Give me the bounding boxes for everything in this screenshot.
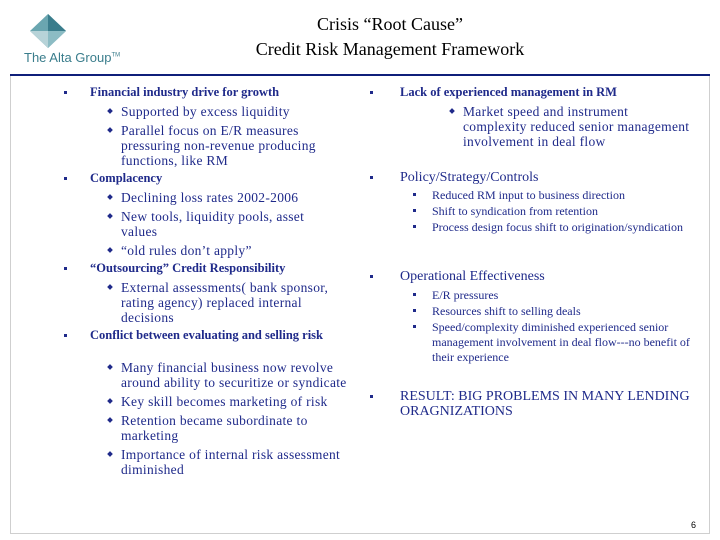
right-item-3 — [400, 269, 690, 284]
right-item-2-heading: Policy/Strategy/Controls — [400, 170, 539, 185]
list-item: “old rules don’t apply” — [121, 243, 343, 258]
list-item: New tools, liquidity pools, asset values — [121, 209, 343, 239]
left-item-3 — [90, 262, 350, 275]
bullet-marker — [370, 176, 373, 179]
logo-text: The Alta Group™ — [24, 50, 121, 65]
list-item: Parallel focus on E/R measures pressuring non-revenue producing functions, like RM — [121, 123, 343, 168]
list-item: External assessments( bank sponsor, rating agency) replaced internal decisions — [121, 280, 343, 325]
bullet-marker — [64, 91, 67, 94]
title-line-2: Credit Risk Management Framework — [255, 39, 525, 59]
list-item: Retention became subordinate to marketing — [121, 413, 349, 443]
list-item: E/R pressures — [432, 288, 692, 303]
bullet-marker — [64, 267, 67, 270]
list-item: Process design focus shift to origination/syndication — [432, 220, 690, 235]
list-item: Importance of internal risk assessment diminished — [121, 447, 349, 477]
bullet-marker — [64, 334, 67, 337]
right-item-1 — [400, 86, 690, 99]
list-item: Supported by excess liquidity — [121, 104, 343, 119]
left-item-4 — [90, 329, 340, 342]
alta-group-logo — [24, 14, 134, 70]
right-item-2-subs — [432, 188, 690, 236]
left-item-3-subs — [121, 280, 343, 329]
page-number: 6 — [690, 520, 696, 530]
bullet-marker — [64, 177, 67, 180]
right-item-1-subs — [463, 104, 693, 153]
title-line-1: Crisis “Root Cause” — [317, 14, 463, 34]
list-item: Resources shift to selling deals — [432, 304, 692, 319]
left-item-4-subs — [121, 360, 349, 481]
left-item-1-subs — [121, 104, 343, 172]
list-item: Many financial business now revolve around ability to securitize or syndicate — [121, 360, 349, 390]
left-item-1-heading: Financial industry drive for growth — [90, 85, 280, 99]
list-item: Reduced RM input to business direction — [432, 188, 690, 203]
bullet-marker — [370, 395, 373, 398]
right-item-2 — [400, 170, 690, 185]
list-item: Declining loss rates 2002-2006 — [121, 190, 343, 205]
result-statement: RESULT: BIG PROBLEMS IN MANY LENDING ORAGNIZATIONS — [400, 389, 690, 419]
right-item-3-heading: Operational Effectiveness — [400, 269, 545, 284]
list-item: Key skill becomes marketing of risk — [121, 394, 349, 409]
bullet-marker — [370, 91, 373, 94]
left-item-2-subs — [121, 190, 343, 262]
list-item: Shift to syndication from retention — [432, 204, 690, 219]
list-item: Speed/complexity diminished experienced senior management involvement in deal flow---no benefit of their experience — [432, 320, 692, 365]
alta-logo-mark-icon — [30, 14, 66, 48]
left-item-1 — [90, 86, 350, 99]
right-item-1-heading: Lack of experienced management in RM — [400, 85, 617, 99]
left-item-4-heading: Conflict between evaluating and selling risk — [90, 328, 323, 342]
left-item-2-heading: Complacency — [90, 171, 163, 185]
left-item-2 — [90, 172, 350, 185]
slide-title — [120, 12, 660, 62]
bullet-marker — [370, 275, 373, 278]
left-item-3-heading: “Outsourcing” Credit Responsibility — [90, 261, 286, 275]
list-item: Market speed and instrument complexity reduced senior management involvement in deal flow — [463, 104, 693, 149]
right-item-4 — [400, 389, 690, 419]
right-item-3-subs — [432, 288, 692, 366]
